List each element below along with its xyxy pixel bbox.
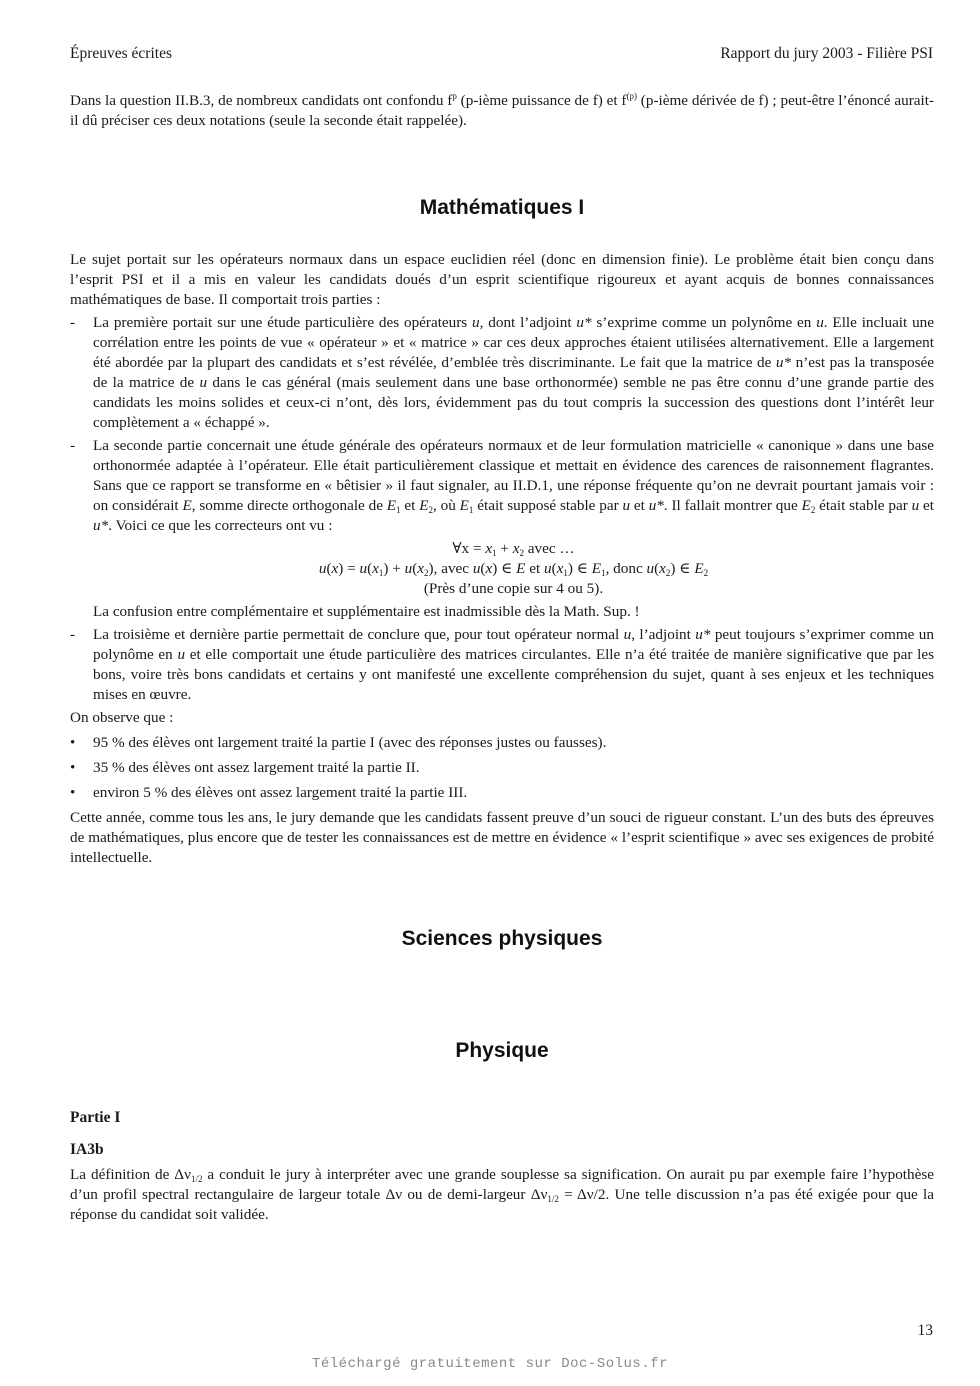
- physique-paragraph: La définition de $\Delta\nu_{1/2}$ a conduit le jury à interpréter avec une grande souplesse sa signification. On aurait pu par exemple faire l’hypothèse d’un profil spectral rectangulaire de largeur totale Δν ou de demi-largeur $\Delta\nu_{1/2} = \Delta\nu/2$. Une telle discussion n’a pas été exigée pour que la réponse du candidat soit validée.: [70, 1166, 934, 1223]
- dash-marker: -: [70, 626, 76, 643]
- math-intro-paragraph: Le sujet portait sur les opérateurs normaux dans un espace euclidien réel (donc en dimension finie). Le problème était bien conçu dans l’esprit PSI et il a mis en valeur les candidats doués d’un esprit scientifique rigoureux et ayant acquis de bonnes connaissances mathématiques de base. Il comportait trois parties :: [70, 251, 934, 308]
- section-title-physique: Physique: [455, 1039, 549, 1062]
- list-item: - La seconde partie concernait une étude générale des opérateurs normaux et de leur formulation matricielle « canonique » dans une base orthonormée adaptée à l’opérateur. Elle était particulièrement classique et mettait en évidence des carences de raisonnement flagrantes. Sans que ce rapport se transforme en « bêtisier » il faut signaler, au II.D.1, une réponse fréquente qu’on ne devrait pourtant jamais voir : on considérait E, somme directe orthogonale de $E_1$ et $E_2$, où $E_1$ était supposé stable par u et u*. Il fallait montrer que $E_2$ était stable par u et u*. Voici ce que les correcteurs ont vu : ∀x = $x_1 + x_2$ avec … $u(x) = u(x_1) + u(x_2)$, avec u(x) ∈ E et $u(x_1)$ ∈ $E_1$, donc $u(x_2)$ ∈ $E_2$ (Près d’une copie sur 4 ou 5). La confusion entre complémentaire et supplémentaire est inadmissible dès la Math. Sup. !: [70, 437, 934, 620]
- running-header-right: Rapport du jury 2003 - Filière PSI: [720, 45, 933, 62]
- list-item: - La première portait sur une étude particulière des opérateurs u, dont l’adjoint u* s’exprime comme un polynôme en u. Elle incluait une corrélation entre les points de vue « opérateur » et « matrice » car ces deux approches étaient utilisées alternativement. Elle a largement été abordée par la plupart des candidats et s’est révélée, d’emblée très discriminante. Le fait que la matrice de u* n’est pas la transposée de la matrice de u dans le cas général (mais seulement dans une base orthonormée) semble ne pas être connu d’une grande partie des candidats les moins solides et ceux-ci n’ont, dès lors, évidemment pas du tout compris la succession des questions dont l’intérêt leur complètement a « échappé ».: [70, 314, 935, 431]
- page-number: 13: [917, 1322, 933, 1339]
- observe-label: On observe que :: [70, 709, 174, 726]
- bullet-marker: •: [70, 759, 76, 776]
- section-title-sciences: Sciences physiques: [401, 927, 603, 950]
- formula-line-3: (Près d’une copie sur 4 ou 5).: [423, 580, 604, 597]
- subsection-partie: Partie I: [70, 1109, 121, 1126]
- bullet-item: • 95 % des élèves ont largement traité la partie I (avec des réponses justes ou fausses).: [70, 734, 607, 751]
- bullet-item: • 35 % des élèves ont assez largement traité la partie II.: [70, 759, 420, 776]
- running-header-left: Épreuves écrites: [70, 45, 172, 62]
- formula-line-2: $u(x) = u(x_1) + u(x_2)$, avec u(x) ∈ E et $u(x_1)$ ∈ $E_1$, donc $u(x_2)$ ∈ $E_2$: [318, 560, 709, 578]
- download-footer: Téléchargé gratuitement sur Doc-Solus.fr: [311, 1356, 669, 1372]
- section-title-math: Mathématiques I: [419, 196, 585, 219]
- intro-paragraph: Dans la question II.B.3, de nombreux candidats ont confondu $f^p$ (p-ième puissance de f) et $f^{(p)}$ (p-ième dérivée de f) ; peut-être l’énoncé aurait-il dû préciser ces deux notations (seule la seconde était rappelée).: [70, 91, 934, 129]
- dash-marker: -: [70, 314, 76, 331]
- bullet-marker: •: [70, 784, 76, 801]
- bullet-item: • environ 5 % des élèves ont assez largement traité la partie III.: [70, 784, 468, 801]
- list-item: - La troisième et dernière partie permettait de conclure que, pour tout opérateur normal u, l’adjoint u* peut toujours s’exprimer comme un polynôme en u et elle comportait une étude particulière des matrices circulantes. Elle n’a été traitée de manière significative que par les bons, voire très bons candidats et certains y ont manifesté une excellente compréhension du sujet, quant à ses enjeux et les techniques mises en œuvre.: [70, 626, 934, 703]
- conclusion-paragraph: Cette année, comme tous les ans, le jury demande que les candidats fassent preuve d’un souci de rigueur constant. L’un des buts des épreuves de mathématiques, plus encore que de tester les connaissances est de mettre en évidence « l’esprit scientifique » avec ses exigences de probité intellectuelle.: [70, 809, 934, 866]
- bullet-marker: •: [70, 734, 76, 751]
- subsection-ia3b: IA3b: [70, 1141, 104, 1158]
- dash-marker: -: [70, 437, 76, 454]
- page-content: [70, 91, 934, 1225]
- formula-line-1: ∀x = $x_1 + x_2$ avec …: [452, 540, 575, 558]
- confusion-note: La confusion entre complémentaire et supplémentaire est inadmissible dès la Math. Sup. !: [93, 603, 640, 620]
